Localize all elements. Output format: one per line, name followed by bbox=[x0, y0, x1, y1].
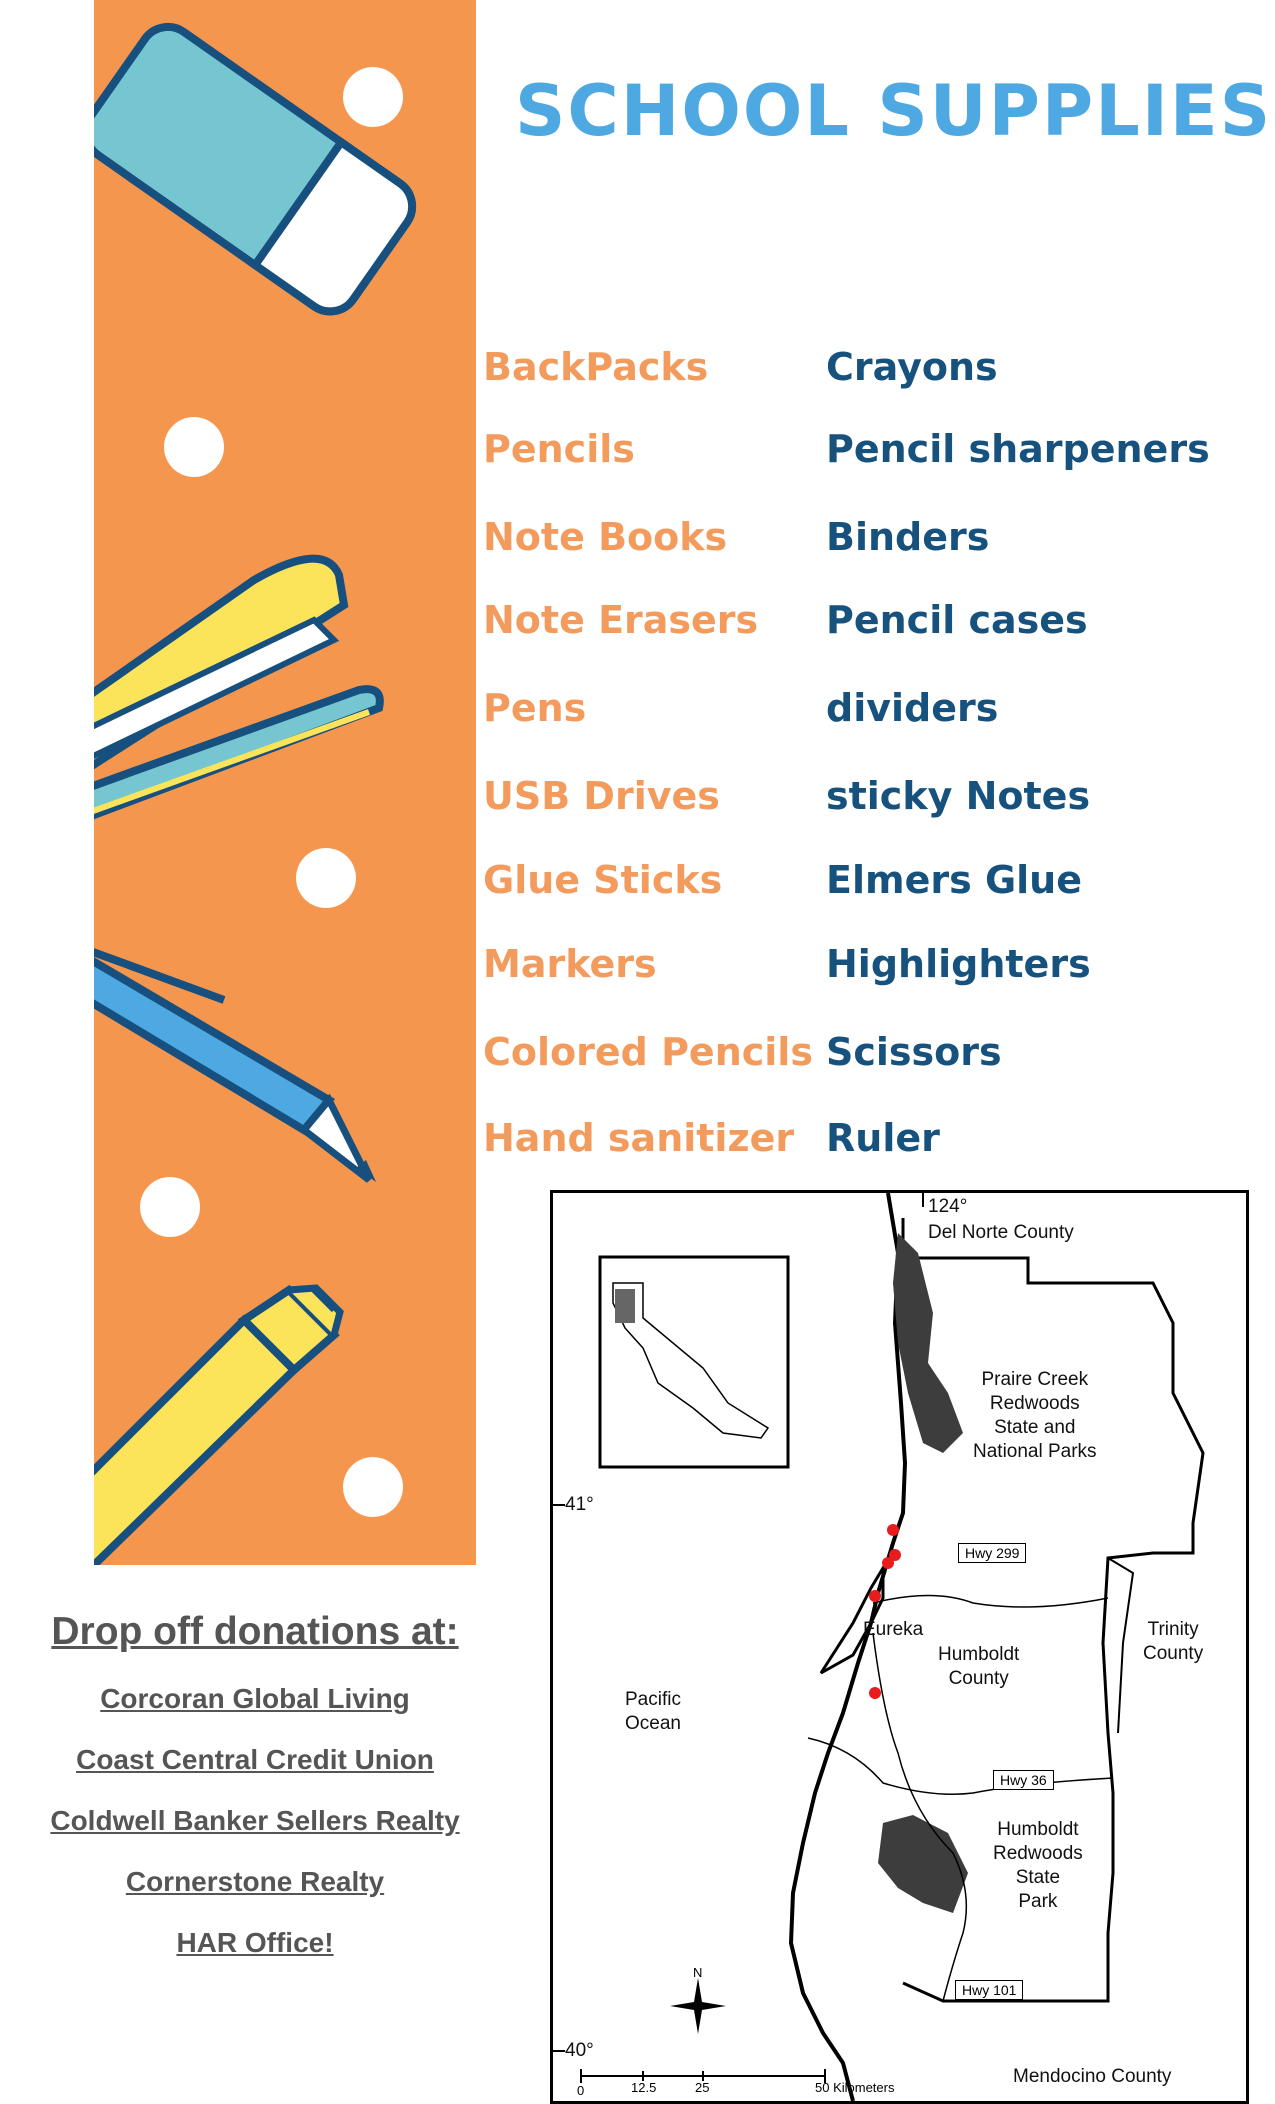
list-item bbox=[483, 774, 1243, 830]
hwy-36-sign: Hwy 36 bbox=[993, 1770, 1054, 1790]
trinity-label: Trinity County bbox=[1143, 1619, 1204, 1664]
list-item bbox=[483, 686, 1243, 742]
decorative-banner bbox=[94, 0, 476, 1565]
supply-item: Binders bbox=[826, 515, 990, 559]
mendocino-label: Mendocino County bbox=[1013, 2066, 1172, 2087]
list-item bbox=[483, 345, 1243, 401]
scale-label: 25 bbox=[695, 2080, 710, 2095]
supply-item: Ruler bbox=[826, 1116, 940, 1160]
supply-item: Pencil cases bbox=[826, 598, 1088, 642]
river bbox=[808, 1738, 1113, 1794]
supply-item: BackPacks bbox=[483, 345, 709, 389]
supply-item: USB Drives bbox=[483, 774, 720, 818]
humboldt-redwoods-label: Humboldt Redwoods State Park bbox=[993, 1819, 1083, 1912]
dropoff-location-link[interactable]: HAR Office! bbox=[176, 1927, 334, 1958]
supply-item: Glue Sticks bbox=[483, 858, 723, 902]
list-item bbox=[483, 942, 1243, 998]
supply-item: Colored Pencils bbox=[483, 1030, 813, 1074]
school-supplies-illustration bbox=[94, 0, 476, 1565]
supply-item: Markers bbox=[483, 942, 657, 986]
supply-item: Note Erasers bbox=[483, 598, 759, 642]
supply-item: Pencil sharpeners bbox=[826, 427, 1210, 471]
list-item bbox=[483, 598, 1243, 654]
location-marker bbox=[869, 1687, 881, 1699]
dropoff-location-link[interactable]: Corcoran Global Living bbox=[100, 1683, 410, 1714]
list-item bbox=[483, 427, 1243, 483]
humboldt-county-label: Humboldt County bbox=[938, 1644, 1020, 1689]
scale-label: 50 Kilometers bbox=[815, 2080, 895, 2095]
eureka-label: Eureka bbox=[863, 1619, 924, 1640]
location-marker bbox=[887, 1524, 899, 1536]
lat-41-label: 41° bbox=[565, 1494, 594, 1515]
page-title: SCHOOL SUPPLIES bbox=[515, 70, 1273, 152]
trinity-boundary bbox=[1108, 1558, 1133, 1733]
supply-item: Highlighters bbox=[826, 942, 1091, 986]
dropoff-heading: Drop off donations at: bbox=[51, 1610, 459, 1653]
dot-decoration bbox=[164, 417, 224, 477]
dot-decoration bbox=[343, 1457, 403, 1517]
eraser-icon bbox=[94, 16, 423, 322]
longitude-label: 124° bbox=[928, 1196, 968, 1217]
hwy-299-sign: Hwy 299 bbox=[958, 1543, 1026, 1563]
north-label: N bbox=[693, 1965, 703, 1980]
supply-item: Hand sanitizer bbox=[483, 1116, 795, 1160]
prairie-creek-label: Praire Creek Redwoods State and National Parks bbox=[973, 1369, 1097, 1462]
north-arrow-icon bbox=[670, 1978, 726, 2034]
list-item bbox=[483, 1030, 1243, 1086]
scale-label: 0 bbox=[577, 2083, 585, 2098]
scale-label: 12.5 bbox=[631, 2080, 657, 2095]
supply-item: Crayons bbox=[826, 345, 998, 389]
supply-item: Pencils bbox=[483, 427, 635, 471]
dropoff-location-link[interactable]: Cornerstone Realty bbox=[125, 1866, 385, 1897]
inset-map bbox=[600, 1257, 788, 1467]
lat-40-label: 40° bbox=[565, 2040, 594, 2061]
inset-highlight bbox=[615, 1289, 635, 1323]
supply-item: Note Books bbox=[483, 515, 728, 559]
supply-item: Scissors bbox=[826, 1030, 1002, 1074]
dropoff-location-link[interactable]: Coldwell Banker Sellers Realty bbox=[50, 1805, 460, 1836]
location-marker bbox=[882, 1557, 894, 1569]
supply-item: Pens bbox=[483, 686, 587, 730]
supply-item: dividers bbox=[826, 686, 999, 730]
del-norte-label: Del Norte County bbox=[928, 1222, 1074, 1243]
river bbox=[873, 1596, 1108, 1608]
pacific-ocean-label: Pacific Ocean bbox=[625, 1689, 681, 1734]
humboldt-redwoods-park bbox=[878, 1815, 968, 1913]
dropoff-section bbox=[20, 1610, 490, 1987]
location-marker bbox=[869, 1590, 881, 1602]
pen-icon bbox=[94, 945, 376, 1182]
dropoff-location-link[interactable]: Coast Central Credit Union bbox=[76, 1744, 434, 1775]
stapler-icon bbox=[94, 559, 380, 830]
list-item bbox=[483, 1116, 1243, 1172]
hwy-101-sign: Hwy 101 bbox=[955, 1980, 1023, 2000]
coastline bbox=[791, 1193, 905, 2101]
supply-item: sticky Notes bbox=[826, 774, 1091, 818]
dot-decoration bbox=[140, 1177, 200, 1237]
supply-item: Elmers Glue bbox=[826, 858, 1082, 902]
highlighter-icon bbox=[94, 1288, 340, 1565]
list-item bbox=[483, 515, 1243, 571]
dot-decoration bbox=[296, 848, 356, 908]
location-map bbox=[550, 1190, 1249, 2104]
list-item bbox=[483, 858, 1243, 914]
dot-decoration bbox=[343, 67, 403, 127]
